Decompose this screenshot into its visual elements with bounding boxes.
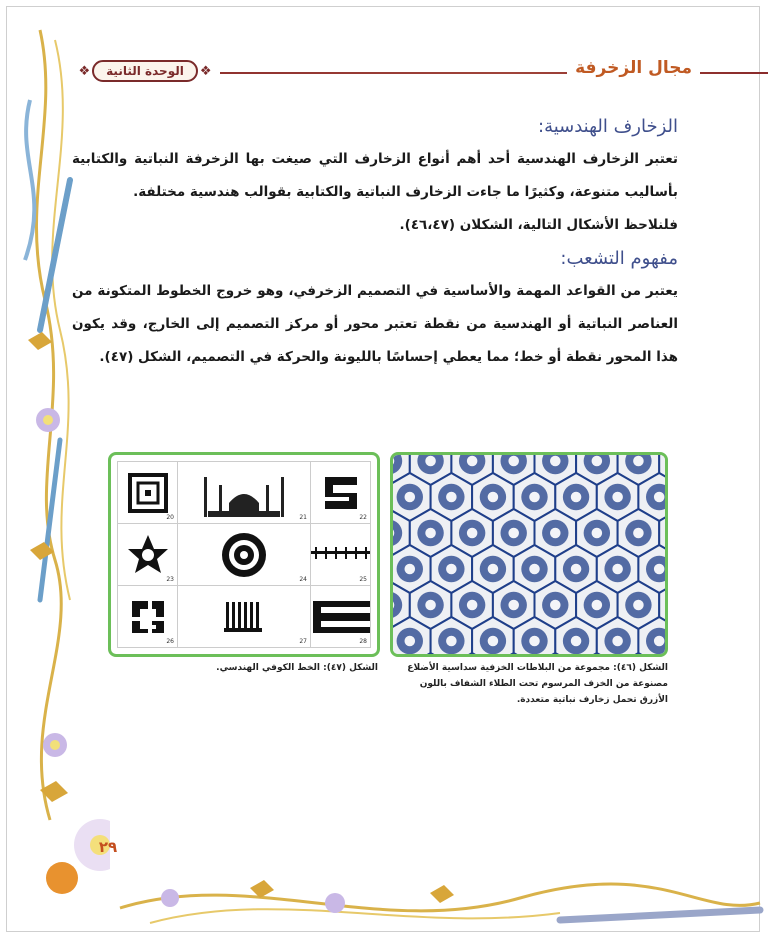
kufic-cell	[178, 524, 311, 586]
kufic-number: 26	[166, 638, 174, 645]
caption-line: الأزرق تحمل زخارف نباتية متعددة.	[516, 695, 668, 705]
ornament-icon: ❖	[199, 63, 212, 79]
kufic-line-icon	[311, 547, 370, 563]
ornament-icon: ❖	[78, 63, 91, 79]
page-number: ٢٩	[98, 838, 118, 856]
caption-line: مصنوعة من الخزف المرسوم تحت الطلاء الشفاف باللون	[419, 679, 668, 689]
unit-label: الوحدة الثانية	[92, 60, 198, 82]
paragraph-figures-ref: فلنلاحظ الأشكال التالية، الشكلان (٤٦،٤٧).	[399, 217, 678, 233]
kufic-cell	[118, 586, 178, 648]
kufic-cell	[311, 462, 371, 524]
kufic-number: 28	[359, 638, 367, 645]
main-content	[72, 110, 678, 374]
figure-46-tiles	[390, 452, 668, 657]
kufic-cell	[118, 462, 178, 524]
kufic-cell	[178, 462, 311, 524]
kufic-number: 20	[166, 514, 174, 521]
kufic-cell	[311, 524, 371, 586]
kufic-number: 25	[359, 576, 367, 583]
kufic-number: 27	[299, 638, 307, 645]
kufic-rectangle-icon	[311, 599, 370, 635]
kufic-cell	[118, 524, 178, 586]
figure-46-caption	[396, 660, 668, 708]
paragraph-geometric-intro: تعتبر الزخارف الهندسية أحد أهم أنواع الزخارف التي صيغت بها الزخرفة النباتية والكتابية بأساليب متنوعة، وكثيرًا ما جاءت الزخارف النباتية والكتابية بقوالب هندسية مختلفة.	[72, 151, 678, 200]
domain-title: مجال الزخرفة	[567, 58, 700, 78]
hexagonal-tiles-image	[393, 455, 665, 654]
kufic-circle-icon	[220, 531, 268, 579]
kufic-number: 22	[359, 514, 367, 521]
figure-47-kufic	[108, 452, 380, 657]
kufic-square-icon	[128, 597, 168, 637]
mosque-silhouette-icon	[194, 467, 294, 519]
kufic-square-icon	[321, 473, 361, 513]
section-title-geometric: الزخارف الهندسية:	[538, 116, 678, 137]
kufic-number: 21	[299, 514, 307, 521]
kufic-square-icon	[128, 473, 168, 513]
kufic-cell	[311, 586, 371, 648]
kufic-number: 23	[166, 576, 174, 583]
kufic-cell	[178, 586, 311, 648]
kufic-number: 24	[299, 576, 307, 583]
caption-line: الشكل (٤٦): مجموعة من البلاطات الخزفية سداسية الأضلاع	[407, 663, 668, 673]
unit-badge	[70, 56, 220, 86]
kufic-grid	[117, 461, 371, 648]
kufic-vertical-lines-icon	[224, 600, 264, 634]
kufic-star-icon	[126, 533, 170, 577]
figure-47-caption: الشكل (٤٧): الخط الكوفي الهندسي.	[216, 663, 378, 673]
paragraph-branching: يعتبر من القواعد المهمة والأساسية في التصميم الزخرفي، وهو خروج الخطوط المتكونة من العناصر النباتية أو الهندسية من نقطة تعتبر محور أو مركز التصميم إلى الخارج، وقد يكون هذا المحور نقطة أو خط؛ مما يعطي إحساسًا بالليونة والحركة في التصميم، الشكل (٤٧).	[72, 283, 678, 365]
section-title-branching: مفهوم التشعب:	[560, 248, 678, 269]
